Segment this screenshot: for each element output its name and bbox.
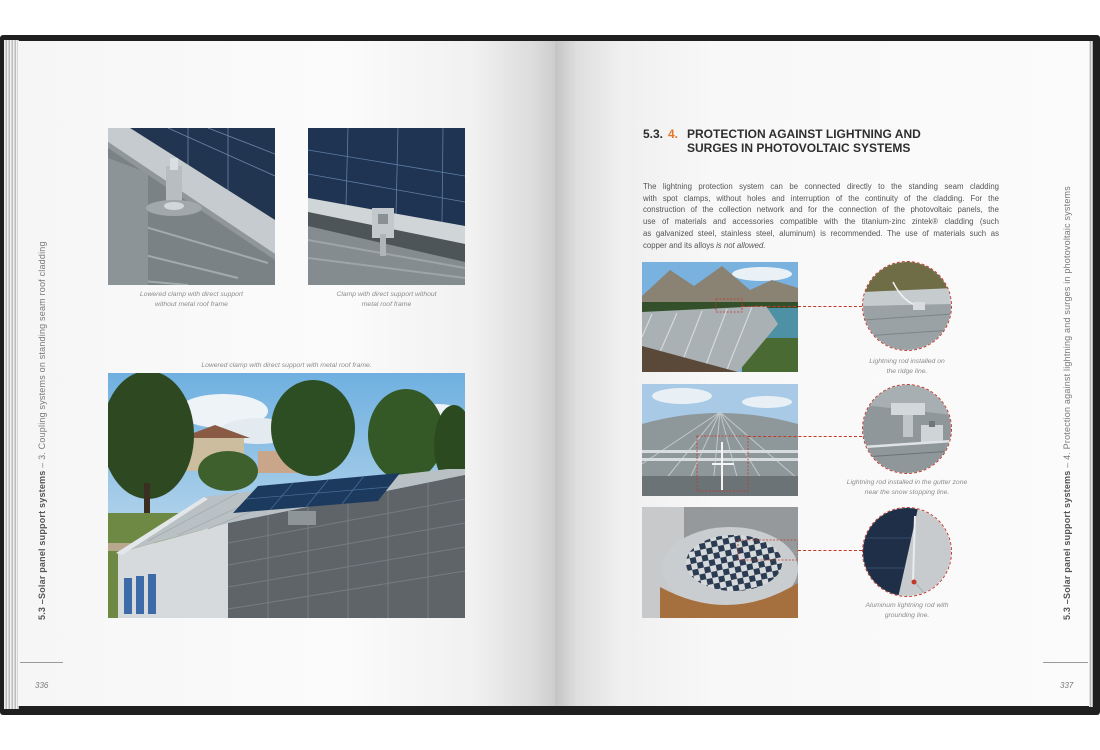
section-heading — [643, 127, 663, 141]
detail-circle-aluminum-rod — [862, 507, 952, 597]
footer-rule-left — [20, 662, 63, 663]
caption-line: the ridge line. — [886, 367, 928, 375]
photo-lowered-clamp-no-frame — [108, 128, 275, 285]
section-title — [687, 127, 921, 155]
detail-circle-ridge-rod — [862, 261, 952, 351]
body-line: copper and its alloys — [643, 240, 715, 250]
caption-line: Lightning rod installed in the gutter zone — [846, 479, 968, 486]
subsection-number: 4. — [668, 127, 679, 141]
body-line: use of materials and accessories compatible with the titanium-zinc zintek® cladding (such — [643, 217, 999, 227]
page-edges-right — [1089, 41, 1093, 707]
caption-line: metal roof frame — [361, 300, 412, 308]
photo-building-with-solar-roof — [108, 373, 465, 618]
subsection-number-wrap — [668, 127, 678, 141]
section-title-line: SURGES IN PHOTOVOLTAIC SYSTEMS — [687, 141, 911, 155]
caption-line: grounding line. — [884, 611, 930, 619]
caption-clamp-no-frame — [308, 290, 465, 309]
body-emphasis: is not allowed. — [716, 240, 766, 250]
side-label-section: – 4. Protection against lightning and surges in photovoltaic systems — [1062, 186, 1072, 471]
photo-dome-roof — [642, 507, 798, 618]
callout-connector-gutter — [748, 436, 862, 437]
caption-ridge-rod — [852, 357, 962, 376]
page-edges-left — [4, 40, 19, 709]
caption-line: Lowered clamp with direct support — [139, 291, 244, 298]
caption-lowered-clamp-no-frame — [108, 290, 275, 309]
page-number-right: 337 — [1060, 681, 1074, 690]
caption-line: without metal roof frame — [155, 300, 228, 308]
photo-clamp-no-frame — [308, 128, 465, 285]
caption-lowered-clamp-with-frame — [108, 361, 465, 371]
body-line: The lightning protection system can be connected directly to the standing seam cladding — [643, 182, 999, 191]
section-number: 5.3. — [643, 127, 664, 141]
body-line: as galvanized steel, stainless steel, aluminum) is recommended. The use of materials such as — [643, 228, 999, 238]
left-side-label — [37, 241, 48, 620]
caption-line: Lightning rod installed on — [869, 358, 945, 365]
right-side-label — [1062, 186, 1073, 620]
side-label-chapter: 5.3 –Solar panel support systems — [37, 470, 47, 620]
callout-connector-ridge — [742, 306, 862, 307]
side-label-section: – 3. Coupling systems on standing seam roof cladding — [37, 241, 47, 471]
section-title-line: PROTECTION AGAINST LIGHTNING AND — [687, 127, 921, 141]
footer-rule-right — [1043, 662, 1088, 663]
caption-line: Clamp with direct support without — [336, 291, 437, 298]
side-label-chapter: 5.3 –Solar panel support systems — [1062, 470, 1072, 620]
caption-aluminum-rod — [852, 601, 962, 620]
caption-gutter-rod — [832, 478, 982, 497]
detail-circle-gutter-rod — [862, 384, 952, 474]
photo-ridge-roof — [642, 262, 798, 372]
body-line: with spot clamps, without holes and interruption of the continuity of the cladding. For the — [643, 193, 999, 203]
photo-gutter-roof — [642, 384, 798, 496]
body-line-last — [643, 240, 999, 252]
body-paragraph — [643, 181, 999, 251]
callout-connector-dome — [798, 550, 862, 551]
caption-line: Aluminum lightning rod with — [865, 602, 949, 609]
body-line: construction of the collection network and for the connection of the photovoltaic panels, the — [643, 205, 999, 215]
page-number-left: 336 — [35, 681, 49, 690]
caption-line: near the snow stopping line. — [864, 488, 950, 496]
caption-line: Lowered clamp with direct support with metal roof frame. — [201, 362, 372, 369]
